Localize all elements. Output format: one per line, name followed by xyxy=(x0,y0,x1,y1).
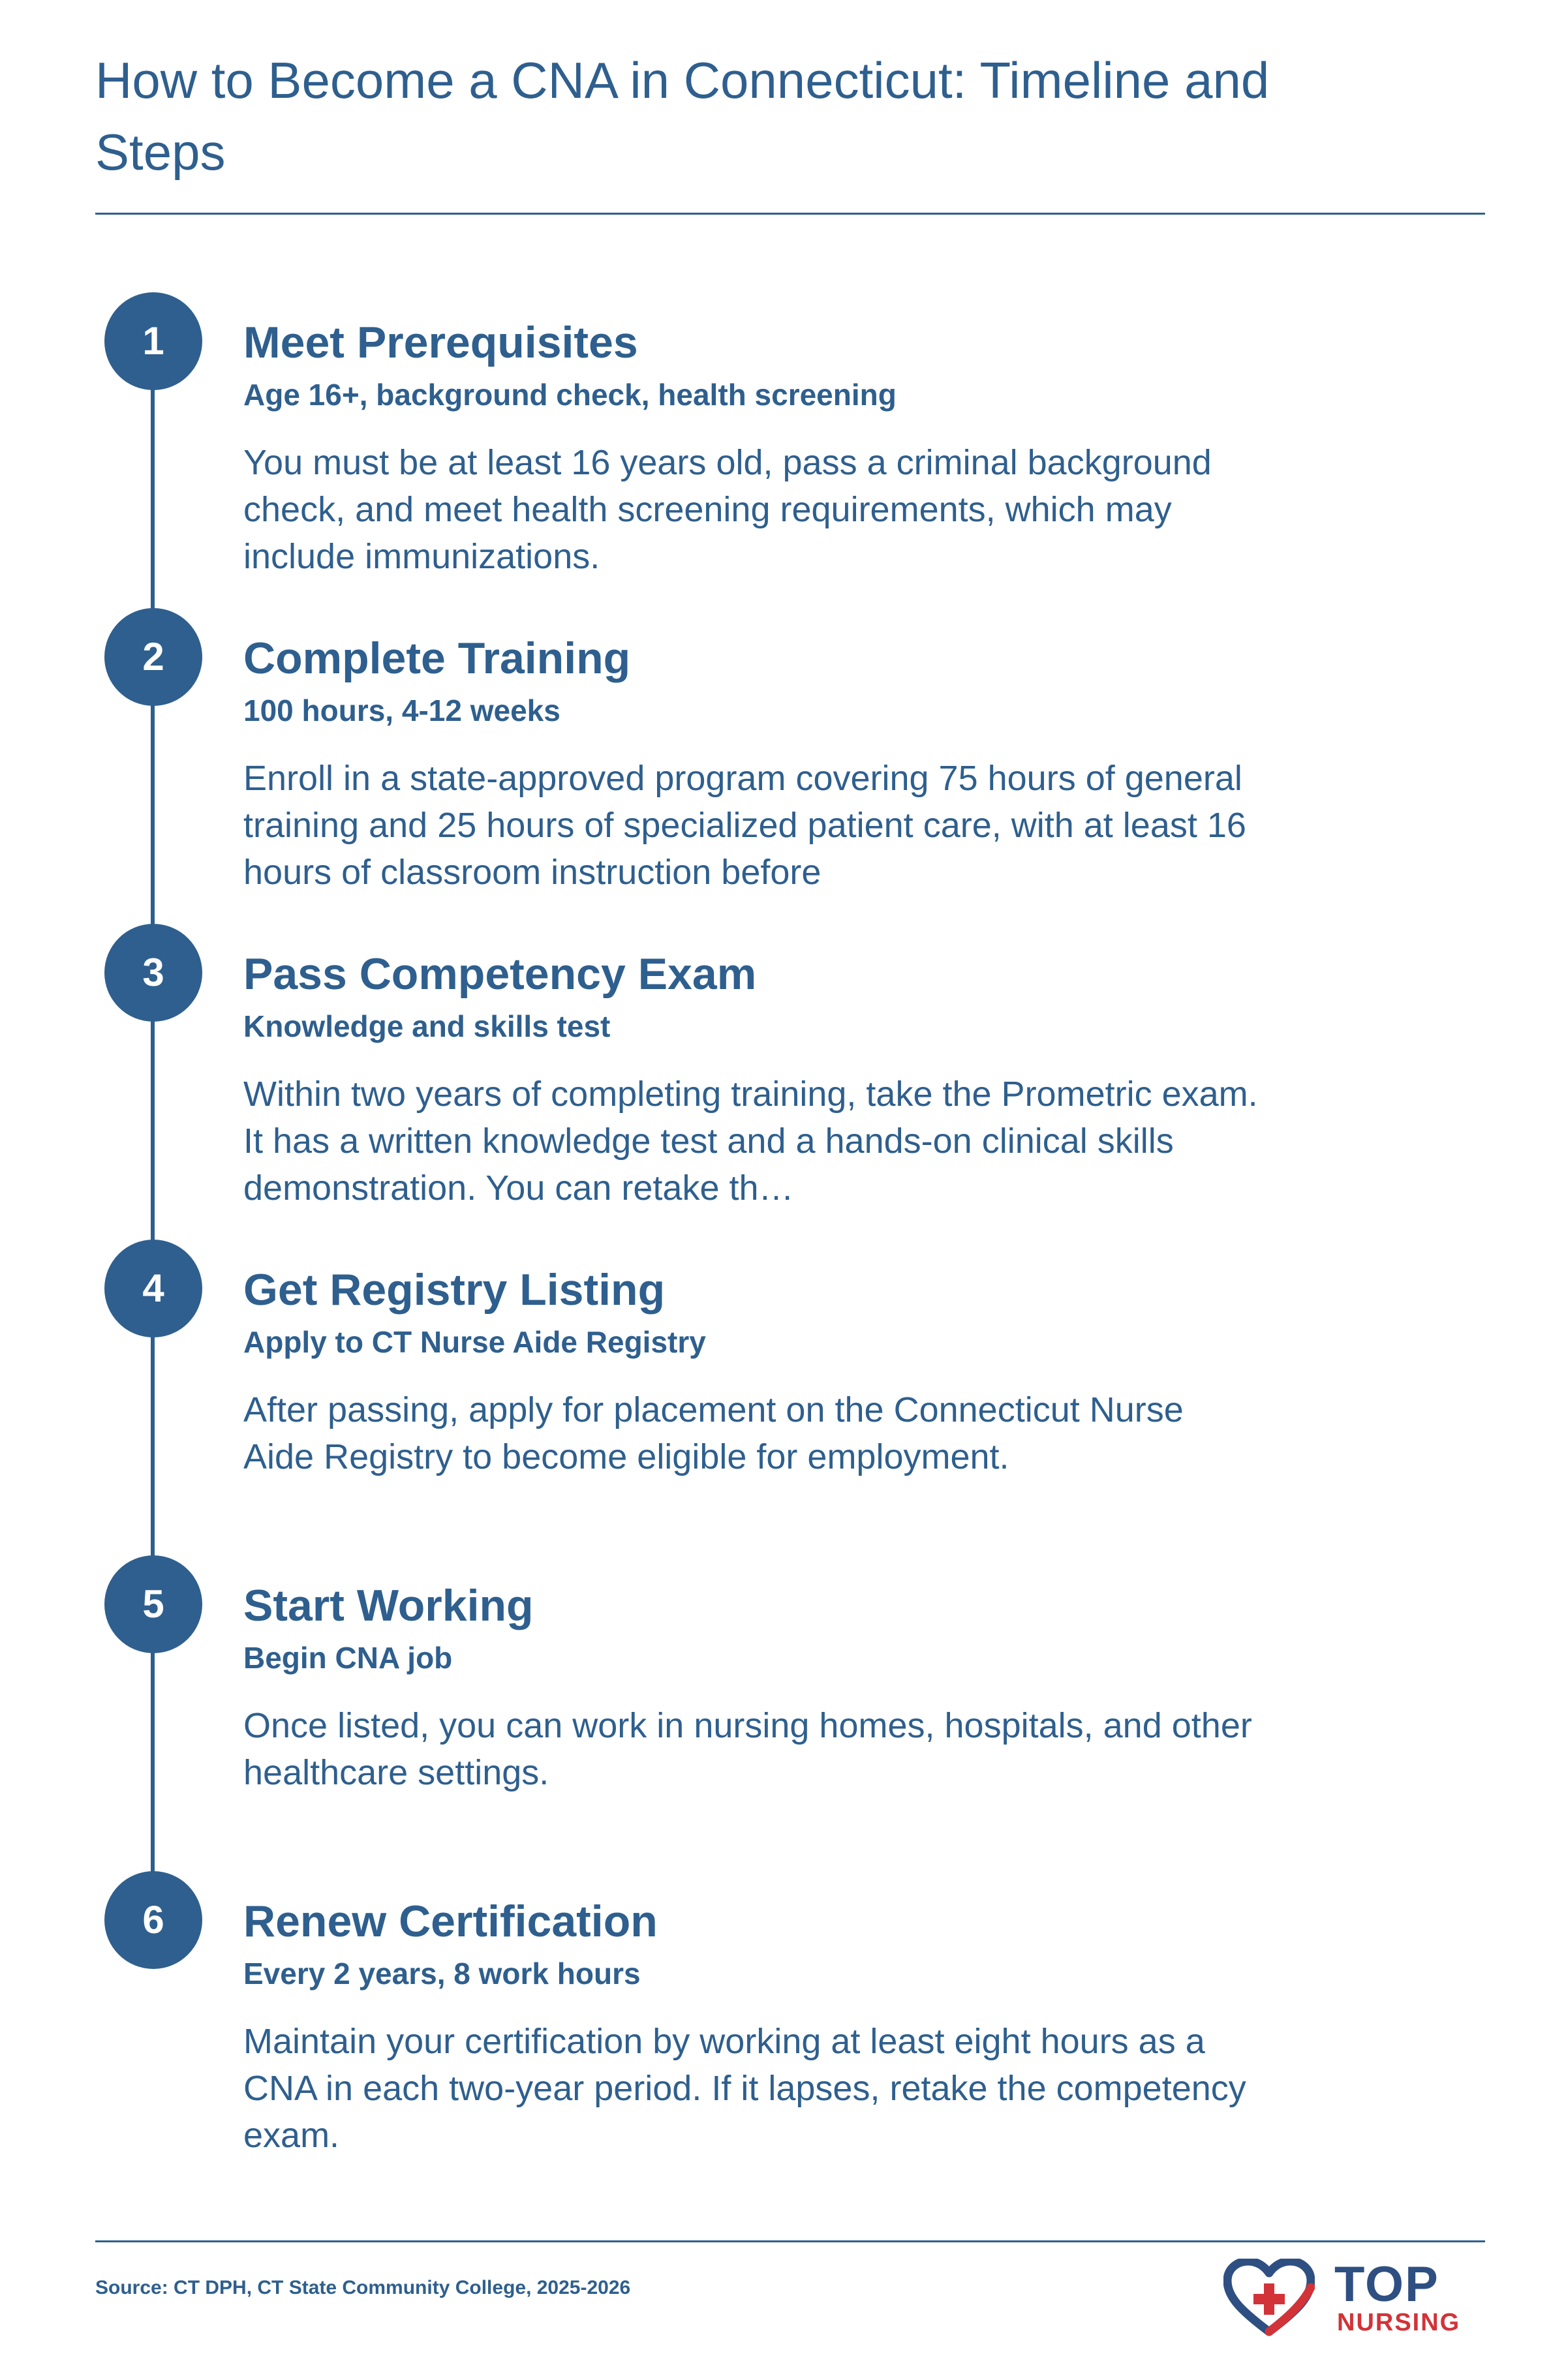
step-number-badge: 1 xyxy=(104,292,202,390)
step-number-badge: 3 xyxy=(104,924,202,1022)
step-description: Within two years of completing training, take the Prometric exam. It has a written knowledge test and a hands-on clinical skills demonstration. You can retake th… xyxy=(243,1075,1258,1208)
footer-divider xyxy=(95,2240,1485,2242)
step-number-badge: 5 xyxy=(104,1555,202,1653)
step-number-badge: 6 xyxy=(104,1871,202,1969)
step-title: Get Registry Listing xyxy=(243,1265,666,1315)
step-title: Complete Training xyxy=(243,633,631,683)
step-subtitle: Begin CNA job xyxy=(243,1641,453,1675)
step-number-badge: 4 xyxy=(104,1240,202,1337)
top-nursing-logo xyxy=(1223,2259,1491,2337)
step-title: Meet Prerequisites xyxy=(243,318,638,367)
source-note: Source: CT DPH, CT State Community College, 2025-2026 xyxy=(95,2277,631,2298)
step-description: Once listed, you can work in nursing homes, hospitals, and other healthcare settings. xyxy=(243,1706,1252,1792)
step-description: Enroll in a state-approved program covering 75 hours of general training and 25 hours of specialized patient care, with at least 16 hours of classroom instruction before xyxy=(243,759,1246,892)
step-title: Start Working xyxy=(243,1581,534,1630)
step-number-badge: 2 xyxy=(104,608,202,706)
step-title: Pass Competency Exam xyxy=(243,949,757,999)
timeline-line xyxy=(151,343,155,1921)
heart-with-cross-icon xyxy=(1223,2259,1315,2337)
page-title: How to Become a CNA in Connecticut: Timeline and Steps xyxy=(95,52,1270,181)
step-subtitle: Knowledge and skills test xyxy=(243,1009,611,1043)
header-divider xyxy=(95,213,1485,215)
step-subtitle: 100 hours, 4-12 weeks xyxy=(243,694,560,727)
step-description: You must be at least 16 years old, pass a criminal background check, and meet health screening requirements, which may include immunizations. xyxy=(243,443,1212,576)
step-subtitle: Every 2 years, 8 work hours xyxy=(243,1957,641,1991)
logo-wordmark-top: TOP xyxy=(1334,2257,1439,2312)
step-description: After passing, apply for placement on the Connecticut Nurse Aide Registry to become eligible for employment. xyxy=(243,1390,1184,1476)
step-subtitle: Apply to CT Nurse Aide Registry xyxy=(243,1325,706,1359)
step-subtitle: Age 16+, background check, health screening xyxy=(243,378,897,412)
logo-wordmark-nursing: NURSING xyxy=(1337,2309,1461,2336)
step-description: Maintain your certification by working at least eight hours as a CNA in each two-year period. If it lapses, retake the competency exam. xyxy=(243,2022,1246,2155)
step-title: Renew Certification xyxy=(243,1897,658,1946)
